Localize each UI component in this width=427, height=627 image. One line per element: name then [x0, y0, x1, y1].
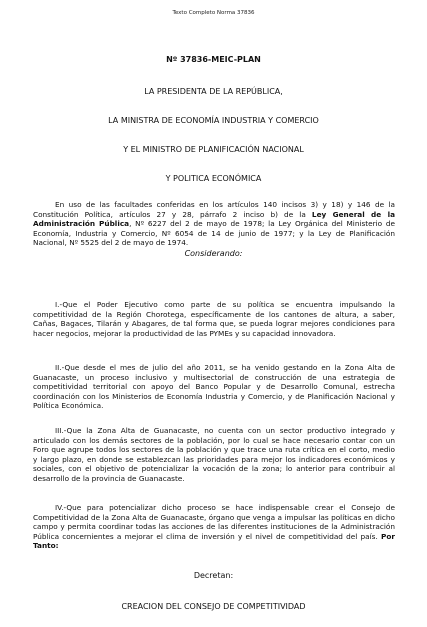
intro-text-a: En uso de las facultades conferidas en los artículos 140 incisos 3) y 18) y 146 de la Constitución Política, artículos 27 y 28, párrafo 2 inciso b) de la [33, 200, 395, 219]
heading-ministra: LA MINISTRA DE ECONOMÍA INDUSTRIA Y COMERCIO [108, 116, 319, 125]
intro-paragraph [33, 200, 395, 248]
considerando-2-text: II.-Que desde el mes de julio del año 2011, se ha venido gestando en la Zona Alta de Guanacaste, un proceso inclusivo y multisectorial de construcción de una estrategia de competitividad territorial con apoyo del Banco Popular y de Desarrollo Comunal, estrecha coordinación con los Ministerios de Economía Industria y Comercio, y de Planificación Nacional y Política Económica. [33, 363, 395, 411]
heading-ministro: Y EL MINISTRO DE PLANIFICACIÓN NACIONAL [123, 145, 304, 154]
decree-number: Nº 37836-MEIC-PLAN [166, 55, 261, 64]
considerando-heading: Considerando: [184, 249, 243, 258]
considerando-4 [33, 503, 395, 551]
considerando-1 [33, 300, 395, 338]
page-header: Texto Completo Norma 37836 [172, 10, 255, 16]
considerando-1-text: I.-Que el Poder Ejecutivo como parte de su política se encuentra impulsando la competitividad de la Región Chorotega, específicamente de los cantones de altura, a saber, Cañas, Bagaces, Tilarán y Abagares, de tal forma que, se pueda lograr mejores condiciones para hacer negocios, mejorar la productividad de las PYMEs y su capacidad innovadora. [33, 300, 395, 338]
considerando-3-text: III.-Que la Zona Alta de Guanacaste, no cuenta con un sector productivo integrado y articulado con los demás sectores de la población, por lo cual se hace necesario contar con un Foro que agrupe todos los sectores de la población y que trace una ruta crítica en el corto, medio y largo plazo, en donde se establezcan las prioridades para mejor los indicadores económicos y sociales, con el objetivo de potencializar la vocación de la zona; lo anterior para contribuir al desarrollo de la provincia de Guanacaste. [33, 426, 395, 483]
considerando-2 [33, 363, 395, 411]
heading-presidenta: LA PRESIDENTA DE LA REPÚBLICA, [144, 87, 283, 96]
creacion-title: CREACION DEL CONSEJO DE COMPETITIVIDAD [121, 602, 306, 611]
considerando-3 [33, 426, 395, 484]
intro-text-c: , Nº 6227 del 2 de mayo de 1978; la Ley Orgánica del Ministerio de Economía, Industria y Comercio, Nº 6054 de 14 de junio de 1977; y la Ley de Planificación Nacional, Nº 5525 del 2 de mayo de 1974. [33, 219, 396, 248]
intro-law-name: Ley General de la Administración Pública [33, 209, 395, 229]
heading-politica: Y POLITICA ECONÓMICA [165, 174, 262, 183]
decretan-heading: Decretan: [193, 571, 234, 580]
considerando-4-text: IV.-Que para potencializar dicho proceso se hace indispensable crear el Consejo de Competitividad de la Zona Alta de Guanacaste, órgano que venga a impulsar las políticas en dicho campo y permita coordinar todas las acciones de las diferentes instituciones de la Administración Pública concernientes a mejorar el clima de inversión y el nivel de competitividad del país. [33, 503, 395, 541]
por-tanto: Por Tanto: [33, 531, 395, 551]
